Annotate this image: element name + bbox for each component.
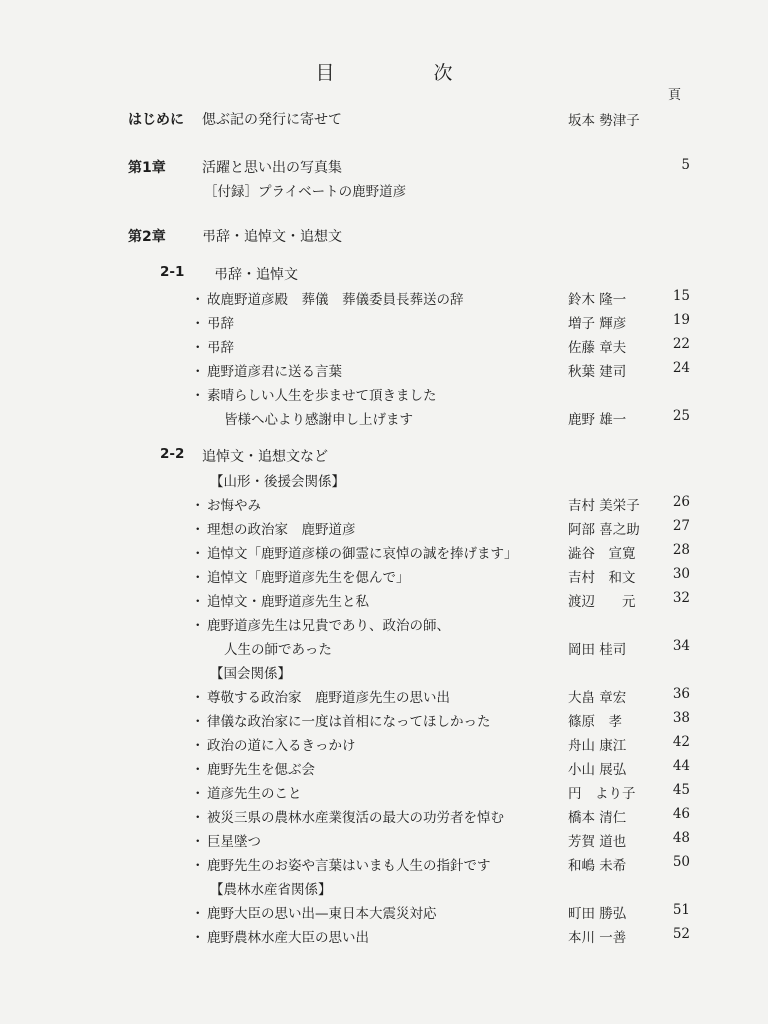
entry-author: 渡辺 元 (568, 594, 636, 610)
toc-entry (0, 926, 768, 948)
entry-title: 鹿野大臣の思い出—東日本大震災対応 (207, 906, 437, 922)
toc-entry (0, 566, 768, 588)
entry-bullet: ・ (191, 810, 205, 826)
toc-entry (0, 686, 768, 708)
chapter2-row (0, 226, 768, 248)
entry-author: 増子 輝彦 (568, 316, 627, 332)
toc-entry (0, 590, 768, 612)
entry-author: 大畠 章宏 (568, 690, 627, 706)
entry-page: 28 (672, 542, 690, 558)
entry-page: 15 (672, 288, 690, 304)
entry-author: 鹿野 雄一 (568, 412, 627, 428)
toc-entry (0, 854, 768, 876)
chapter1-label: 第1章 (128, 160, 166, 176)
entry-title: 追悼文「鹿野道彦様の御霊に哀悼の誠を捧げます」 (207, 546, 518, 562)
toc-entry-continuation (0, 408, 768, 430)
entry-bullet: ・ (191, 340, 205, 356)
chapter2-title: 弔辞・追悼文・追想文 (202, 229, 342, 245)
entry-title: 弔辞 (207, 316, 234, 332)
entry-title: 鹿野先生のお姿や言葉はいまも人生の指針です (207, 858, 491, 874)
toc-entry (0, 710, 768, 732)
entry-title: 被災三県の農林水産業復活の最大の功労者を悼む (207, 810, 504, 826)
entry-author: 本川 一善 (568, 930, 627, 946)
entry-title: 素晴らしい人生を歩ませて頂きました (207, 388, 437, 404)
entry-title: 故鹿野道彦殿 葬儀 葬儀委員長葬送の辞 (207, 292, 464, 308)
toc-entry (0, 518, 768, 540)
entry-page: 27 (672, 518, 690, 534)
entry-title: 鹿野道彦先生は兄貴であり、政治の師、 (207, 618, 450, 634)
entry-page: 34 (672, 638, 690, 654)
entry-bullet: ・ (191, 498, 205, 514)
entry-page: 24 (672, 360, 690, 376)
toc-entry (0, 902, 768, 924)
section-2-1-row (0, 264, 768, 286)
toc-entry (0, 360, 768, 382)
entry-author: 篠原 孝 (568, 714, 622, 730)
entry-title: 鹿野農林水産大臣の思い出 (207, 930, 369, 946)
entry-bullet: ・ (191, 388, 205, 404)
group-maff-heading: 【農林水産省関係】 (210, 882, 332, 898)
entry-page: 46 (672, 806, 690, 822)
entry-page: 30 (672, 566, 690, 582)
entry-author: 岡田 桂司 (568, 642, 627, 658)
entry-bullet: ・ (191, 522, 205, 538)
entry-page: 52 (672, 926, 690, 942)
intro-label: はじめに (128, 112, 184, 128)
entry-bullet: ・ (191, 292, 205, 308)
toc-entry (0, 614, 768, 636)
entry-title: 律儀な政治家に一度は首相になってほしかった (207, 714, 491, 730)
entry-page: 36 (672, 686, 690, 702)
group-diet-heading: 【国会関係】 (210, 666, 291, 682)
toc-entry (0, 494, 768, 516)
group-heading (0, 878, 768, 900)
toc-entry (0, 384, 768, 406)
entry-author: 吉村 和文 (568, 570, 636, 586)
entry-page: 44 (672, 758, 690, 774)
toc-entry (0, 782, 768, 804)
section-2-1-number: 2-1 (160, 264, 185, 280)
entry-author: 小山 展弘 (568, 762, 627, 778)
toc-entry (0, 734, 768, 756)
entry-title: 鹿野道彦君に送る言葉 (207, 364, 342, 380)
entry-author: 澁谷 宣寛 (568, 546, 636, 562)
entry-author: 和嶋 未希 (568, 858, 627, 874)
chapter1-title: 活躍と思い出の写真集 (202, 160, 342, 176)
entry-bullet: ・ (191, 786, 205, 802)
entry-title: 巨星墜つ (207, 834, 261, 850)
entry-bullet: ・ (191, 714, 205, 730)
entry-page: 38 (672, 710, 690, 726)
group-heading (0, 470, 768, 492)
entry-author: 吉村 美栄子 (568, 498, 640, 514)
section-2-2-title: 追悼文・追想文など (202, 449, 328, 465)
entry-page: 50 (672, 854, 690, 870)
entry-bullet: ・ (191, 546, 205, 562)
entry-bullet: ・ (191, 364, 205, 380)
group-heading (0, 662, 768, 684)
entry-page: 45 (672, 782, 690, 798)
chapter1-supplement: ［付録］プライベートの鹿野道彦 (204, 184, 407, 200)
section-2-1-title: 弔辞・追悼文 (214, 267, 298, 283)
entry-title: 追悼文「鹿野道彦先生を偲んで」 (207, 570, 410, 586)
entry-title: 道彦先生のこと (207, 786, 302, 802)
entry-author: 橋本 清仁 (568, 810, 627, 826)
page-title: 目 次 (315, 62, 493, 84)
entry-title: 人生の師であった (224, 642, 332, 658)
toc-entry (0, 830, 768, 852)
entry-page: 48 (672, 830, 690, 846)
entry-page: 51 (672, 902, 690, 918)
entry-title: 皆様へ心より感謝申し上げます (224, 412, 413, 428)
intro-row (0, 109, 768, 131)
section-2-2-number: 2-2 (160, 446, 185, 462)
toc-entry (0, 758, 768, 780)
chapter1-row (0, 157, 768, 179)
entry-bullet: ・ (191, 316, 205, 332)
entry-bullet: ・ (191, 858, 205, 874)
entry-title: 理想の政治家 鹿野道彦 (207, 522, 356, 538)
chapter2-label: 第2章 (128, 229, 166, 245)
entry-page: 22 (672, 336, 690, 352)
entry-title: 尊敬する政治家 鹿野道彦先生の思い出 (207, 690, 450, 706)
toc-entry-continuation (0, 638, 768, 660)
entry-bullet: ・ (191, 690, 205, 706)
toc-entry (0, 312, 768, 334)
intro-author: 坂本 勢津子 (568, 113, 640, 129)
toc-entry (0, 336, 768, 358)
chapter1-page: 5 (681, 157, 690, 173)
entry-author: 芳賀 道也 (568, 834, 627, 850)
entry-page: 42 (672, 734, 690, 750)
entry-bullet: ・ (191, 570, 205, 586)
entry-bullet: ・ (191, 618, 205, 634)
entry-author: 円 より子 (568, 786, 636, 802)
intro-title: 偲ぶ記の発行に寄せて (202, 112, 342, 128)
entry-title: 追悼文・鹿野道彦先生と私 (207, 594, 369, 610)
entry-bullet: ・ (191, 906, 205, 922)
group-yamagata-heading: 【山形・後援会関係】 (210, 474, 345, 490)
entry-title: 政治の道に入るきっかけ (207, 738, 356, 754)
entry-title: お悔やみ (207, 498, 261, 514)
entry-author: 町田 勝弘 (568, 906, 627, 922)
toc-entry (0, 288, 768, 310)
entry-page: 19 (672, 312, 690, 328)
section-2-2-row (0, 446, 768, 468)
toc-entry (0, 542, 768, 564)
entry-title: 鹿野先生を偲ぶ会 (207, 762, 315, 778)
entry-author: 舟山 康江 (568, 738, 627, 754)
entry-author: 阿部 喜之助 (568, 522, 640, 538)
entry-page: 26 (672, 494, 690, 510)
entry-page: 25 (672, 408, 690, 424)
entry-bullet: ・ (191, 930, 205, 946)
entry-bullet: ・ (191, 594, 205, 610)
entry-author: 鈴木 隆一 (568, 292, 627, 308)
entry-bullet: ・ (191, 762, 205, 778)
entry-title: 弔辞 (207, 340, 234, 356)
chapter1-supplement-row (0, 180, 768, 202)
entry-page: 32 (672, 590, 690, 606)
page-column-label: 頁 (668, 88, 682, 103)
entry-author: 佐藤 章夫 (568, 340, 627, 356)
entry-bullet: ・ (191, 738, 205, 754)
entry-author: 秋葉 建司 (568, 364, 627, 380)
toc-entry (0, 806, 768, 828)
entry-bullet: ・ (191, 834, 205, 850)
